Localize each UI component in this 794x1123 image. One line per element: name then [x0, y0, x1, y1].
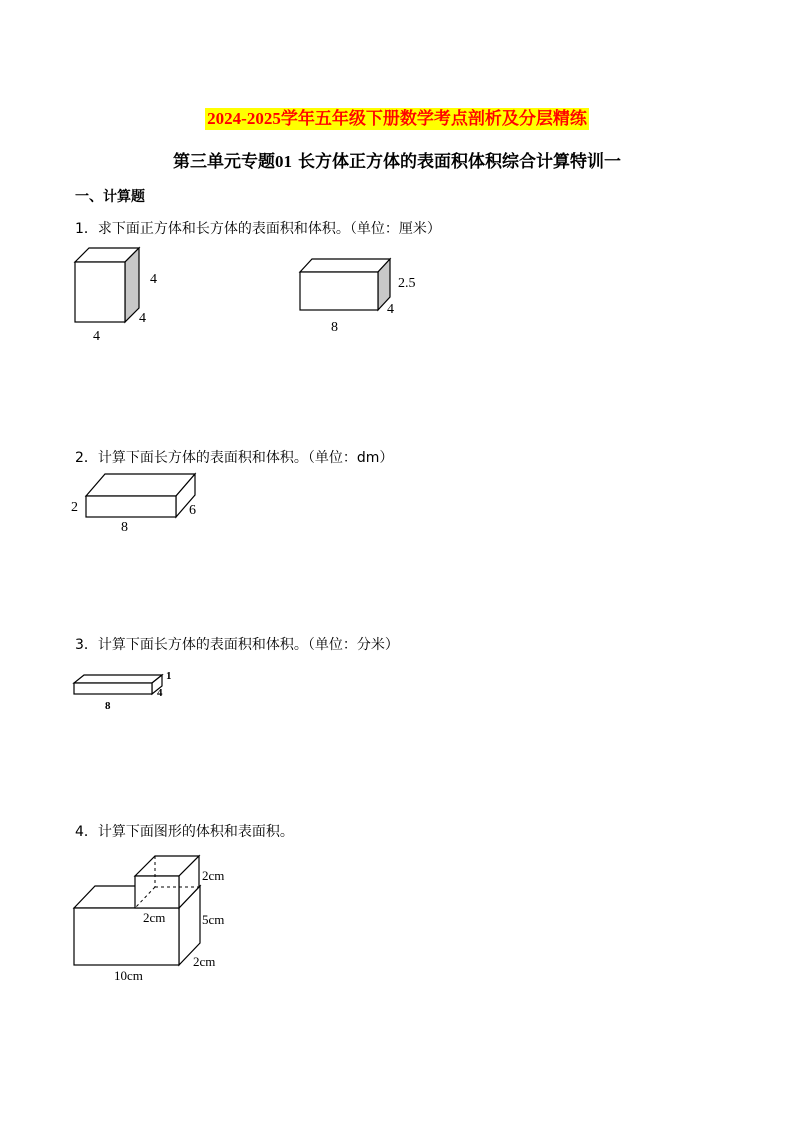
subtitle-prefix: 第三单元专题 [173, 152, 276, 172]
q2-width-label: 8 [121, 520, 128, 535]
q3-width-label: 8 [105, 700, 111, 712]
q2-front-face [86, 496, 176, 517]
header-years: 2024-2025 [207, 109, 281, 128]
q4-cube-height-label: 2cm [202, 868, 225, 883]
q3-height-label: 1 [166, 670, 172, 682]
cube-depth-label: 4 [139, 311, 146, 326]
q3-depth-label: 4 [157, 687, 163, 699]
cube-height-label: 4 [150, 272, 157, 287]
question-1-text: 1．求下面正方体和长方体的表面积和体积。（单位：厘米） [75, 221, 441, 237]
cuboid-top-face [300, 259, 390, 272]
q1-cuboid-figure [290, 250, 440, 340]
subtitle-text: 长方体正方体的表面积体积综合计算特训一 [297, 152, 621, 172]
q4-composite-figure [65, 845, 245, 995]
q4-box-depth-label: 2cm [193, 954, 216, 969]
section-heading: 一、计算题 [75, 189, 145, 205]
document-subtitle [0, 147, 794, 172]
q2-depth-label: 6 [189, 503, 196, 518]
cuboid-height-label: 2.5 [398, 276, 416, 291]
cuboid-front-face [300, 272, 378, 310]
cube-side-face [125, 248, 139, 322]
question-4-text: 4．计算下面图形的体积和表面积。 [75, 824, 294, 840]
q2-cuboid-figure [65, 465, 215, 540]
q4-box-height-label: 5cm [202, 912, 225, 927]
header-highlight [205, 108, 589, 130]
question-3-text: 3．计算下面长方体的表面积和体积。（单位：分米） [75, 637, 399, 653]
q3-top-face [74, 675, 162, 683]
q1-cube-figure [60, 245, 180, 345]
header-title-text: 学年五年级下册数学考点剖析及分层精练 [280, 109, 587, 129]
q4-box-width-label: 10cm [114, 968, 143, 983]
question-2-text: 2．计算下面长方体的表面积和体积。（单位：dm） [75, 450, 394, 466]
document-header [0, 104, 794, 129]
q3-front-face [74, 683, 152, 694]
q4-cube-width-label: 2cm [143, 910, 166, 925]
cuboid-depth-label: 4 [387, 302, 394, 317]
subtitle-number: 01 [275, 152, 293, 171]
cube-width-label: 4 [93, 329, 100, 344]
q2-height-label: 2 [71, 500, 78, 515]
q4-cube-front-face [135, 876, 179, 908]
q3-cuboid-figure [68, 665, 188, 715]
cuboid-width-label: 8 [331, 320, 338, 335]
cube-front-face [75, 262, 125, 322]
